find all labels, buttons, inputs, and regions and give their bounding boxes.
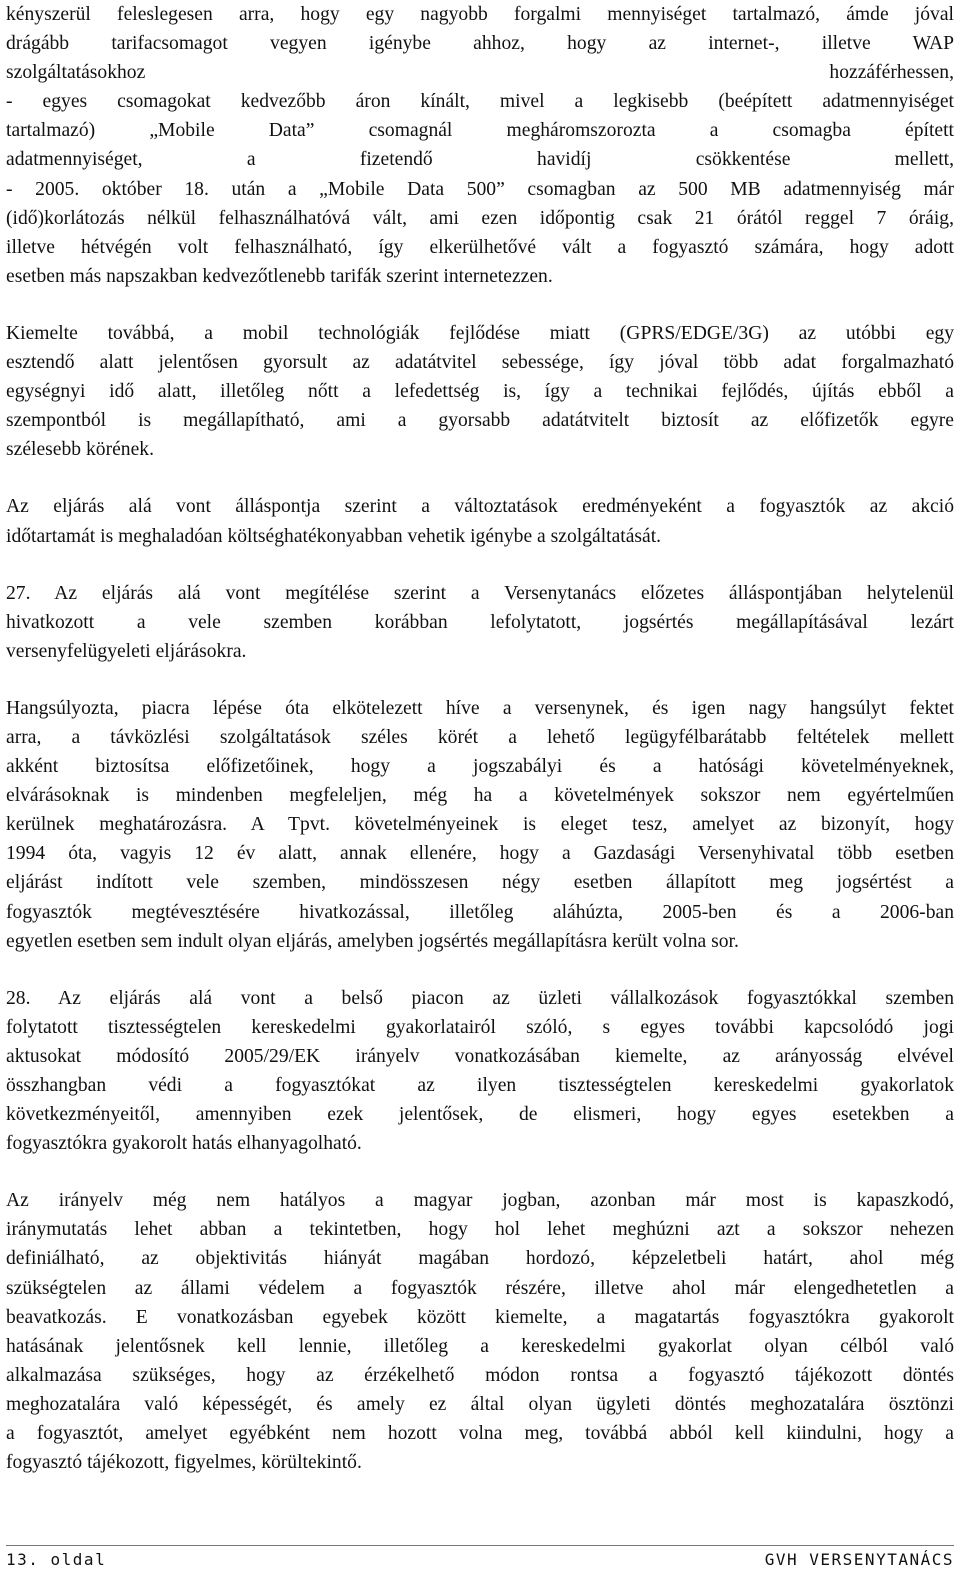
text-line: - egyes csomagokat kedvezőbb áron kínált, mivel a legkisebb (beépített adatmennyiséget	[6, 91, 954, 113]
paragraph	[6, 492, 954, 550]
text-line: kerülnek meghatározásra. A Tpvt. követelményeinek is eleget tesz, amelyet az bizonyít, hogy	[6, 814, 954, 836]
text-line: szolgáltatásokhoz hozzáférhessen,	[6, 62, 954, 84]
text-line: meghozatalára való képességét, és amely ez által olyan ügyleti döntés meghozatalára ösztönzi	[6, 1393, 954, 1415]
text-line: kényszerül feleslegesen arra, hogy egy nagyobb forgalmi mennyiséget tartalmazó, ámde jóval	[6, 4, 954, 25]
text-line: hatásának jelentősnek kell lennie, illetőleg a kereskedelmi gyakorlat olyan célból való	[6, 1335, 954, 1357]
text-line: 1994 óta, vagyis 12 év alatt, annak ellenére, hogy a Gazdasági Versenyhivatal több esetben	[6, 843, 954, 865]
text-line: szempontból is megállapítható, ami a gyorsabb adatátvitelt biztosít az előfizetők egyre	[6, 410, 954, 432]
text-line: illetve hétvégén volt felhasználható, így elkerülhetővé vált a fogyasztó számára, hogy adott	[6, 236, 954, 258]
text-line: hivatkozott a vele szemben korábban lefolytatott, jogsértés megállapításával lezárt	[6, 611, 954, 633]
text-line: (idő)korlátozás nélkül felhasználhatóvá vált, ami ezen időpontig csak 21 órától reggel 7 óráig,	[6, 207, 954, 229]
text-line: fogyasztók megtévesztésére hivatkozással, illetőleg aláhúzta, 2005-ben és a 2006-ban	[6, 901, 954, 923]
text-line: beavatkozás. E vonatkozásban egyebek között kiemelte, a magatartás fogyasztókra gyakorolt	[6, 1306, 954, 1328]
text-line: egységnyi idő alatt, illetőleg nőtt a lefedettség is, így a technikai fejlődés, újítás ebből a	[6, 381, 954, 403]
text-line: összhangban védi a fogyasztókat az ilyen tisztességtelen kereskedelmi gyakorlatok	[6, 1075, 954, 1096]
text-line: esetben más napszakban kedvezőtlenebb tarifák szerint internetezzen.	[6, 265, 553, 287]
document-body	[6, 0, 954, 1477]
text-line: következményeitől, amennyiben ezek jelentősek, de elismeri, hogy egyes esetekben a	[6, 1104, 954, 1126]
text-line: definiálható, az objektivitás hiányát magában hordozó, képzeletbeli határt, ahol még	[6, 1248, 954, 1270]
text-line: 27. Az eljárás alá vont megítélése szerint a Versenytanács előzetes álláspontjában helytelenül	[6, 582, 954, 604]
text-line: Az irányelv még nem hatályos a magyar jogban, azonban már most is kapaszkodó,	[6, 1190, 954, 1212]
text-line: Az eljárás alá vont álláspontja szerint a változtatások eredményeként a fogyasztók az akció	[6, 496, 954, 518]
text-line: fogyasztókra gyakorolt hatás elhanyagolható.	[6, 1133, 362, 1155]
text-line: szükségtelen az állami védelem a fogyasztók részére, illetve ahol már elengedhetetlen a	[6, 1277, 954, 1299]
text-line: eljárást indított vele szemben, mindösszesen négy esetben állapított meg jogsértést a	[6, 872, 954, 894]
text-line: esztendő alatt jelentősen gyorsult az adatátvitel sebessége, így jóval több adat forgalmazható	[6, 352, 954, 374]
text-line: - 2005. október 18. után a „Mobile Data 500” csomagban az 500 MB adatmennyiség már	[6, 178, 954, 200]
page-footer	[6, 1550, 954, 1569]
paragraph	[6, 984, 954, 1159]
text-line: versenyfelügyeleti eljárásokra.	[6, 640, 247, 662]
text-line: adatmennyiséget, a fizetendő havidíj csökkentése mellett,	[6, 149, 954, 171]
organization-name: GVH VERSENYTANÁCS	[764, 1550, 954, 1569]
footer-divider	[6, 1545, 954, 1546]
text-line: aktusokat módosító 2005/29/EK irányelv vonatkozásában kiemelte, az arányosság elvével	[6, 1045, 954, 1067]
paragraph	[6, 0, 954, 291]
page-number: 13. oldal	[6, 1550, 107, 1569]
text-line: arra, a távközlési szolgáltatások széles körét a lehető legügyfélbarátabb feltételek mellett	[6, 726, 954, 748]
paragraph	[6, 694, 954, 956]
text-line: akként biztosítsa előfizetőinek, hogy a jogszabályi és a hatósági követelményeknek,	[6, 756, 954, 778]
text-line: időtartamát is meghaladóan költséghatékonyabban vehetik igénybe a szolgáltatását.	[6, 525, 662, 547]
paragraph	[6, 1186, 954, 1477]
text-line: alkalmazása szükséges, hogy az érzékelhető módon rontsa a fogyasztó tájékozott döntés	[6, 1364, 954, 1386]
text-line: a fogyasztót, amelyet egyébként nem hozott volna meg, továbbá abból kell kiindulni, hogy a	[6, 1423, 954, 1445]
text-line: tartalmazó) „Mobile Data” csomagnál megháromszorozta a csomagba épített	[6, 120, 954, 142]
text-line: 28. Az eljárás alá vont a belső piacon az üzleti vállalkozások fogyasztókkal szemben	[6, 987, 954, 1009]
text-line: Hangsúlyozta, piacra lépése óta elkötelezett híve a versenynek, és igen nagy hangsúlyt fektet	[6, 697, 954, 719]
paragraph	[6, 319, 954, 464]
text-line: iránymutatás lehet abban a tekintetben, hogy hol lehet meghúzni azt a sokszor nehezen	[6, 1219, 954, 1241]
text-line: elvárásoknak is mindenben megfeleljen, még ha a követelmények sokszor nem egyértelműen	[6, 785, 954, 807]
text-line: fogyasztó tájékozott, figyelmes, körültekintő.	[6, 1452, 362, 1474]
paragraph	[6, 579, 954, 666]
text-line: Kiemelte továbbá, a mobil technológiák fejlődése miatt (GPRS/EDGE/3G) az utóbbi egy	[6, 322, 954, 344]
text-line: szélesebb körének.	[6, 439, 154, 461]
text-line: drágább tarifacsomagot vegyen igénybe ahhoz, hogy az internet-, illetve WAP	[6, 33, 954, 55]
text-line: folytatott tisztességtelen kereskedelmi gyakorlatairól szóló, s egyes további kapcsolódó jogi	[6, 1016, 954, 1038]
text-line: egyetlen esetben sem indult olyan eljárás, amelyben jogsértés megállapításra került volna sor.	[6, 930, 739, 952]
